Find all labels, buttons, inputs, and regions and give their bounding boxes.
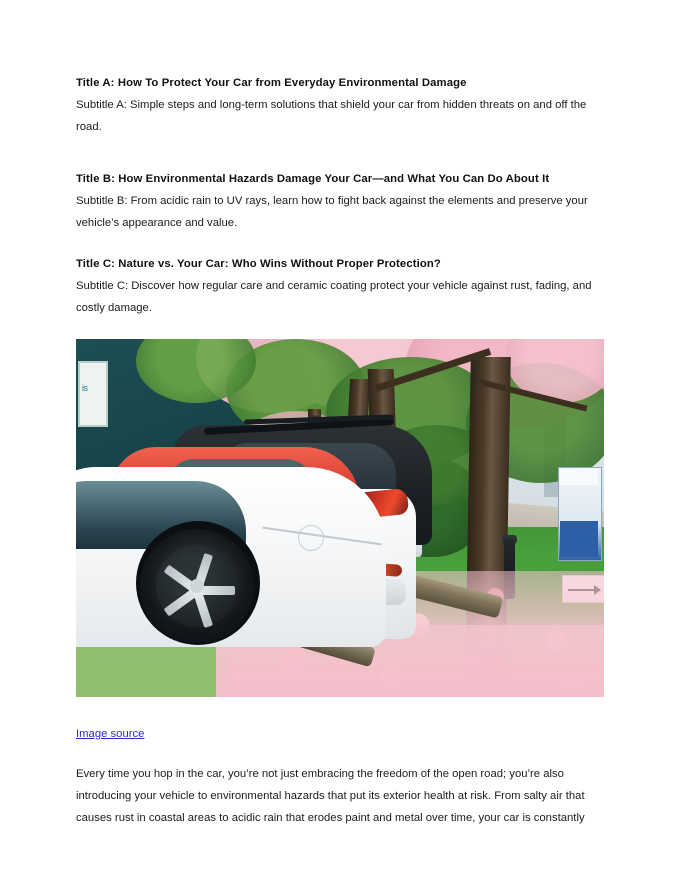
title-a: Title A: How To Protect Your Car from Everyday Environmental Damage <box>76 77 467 89</box>
title-block-c <box>76 253 604 319</box>
document-content <box>76 72 604 829</box>
photo-wheel-hub <box>190 579 204 593</box>
subtitle-c: Subtitle C: Discover how regular care and ceramic coating protect your vehicle against rust, fading, and costly damage. <box>76 280 592 314</box>
photo-info-board-header <box>560 469 598 485</box>
article-photo <box>76 339 604 697</box>
title-b: Title B: How Environmental Hazards Damage Your Car—and What You Can Do About It <box>76 173 550 185</box>
subtitle-a: Subtitle A: Simple steps and long-term solutions that shield your car from hidden threats on and off the road. <box>76 99 587 133</box>
subtitle-b: Subtitle B: From acidic rain to UV rays, learn how to fight back against the elements and preserve your vehicle’s appearance and value. <box>76 195 588 229</box>
photo-canvas <box>76 339 604 697</box>
image-source-link[interactable]: Image source <box>76 728 145 740</box>
title-block-a <box>76 72 604 138</box>
body-paragraph: Every time you hop in the car, you’re not just embracing the freedom of the open road; you’re also introducing your vehicle to environmental hazards that put its exterior health at risk. From salty air that causes rust in coastal areas to acidic rain that erodes paint and metal over time, your car is constantly <box>76 768 585 824</box>
image-source-row <box>76 723 604 745</box>
title-block-b <box>76 168 604 234</box>
photo-white-car-fuel-cap <box>298 525 324 551</box>
title-c: Title C: Nature vs. Your Car: Who Wins Without Proper Protection? <box>76 258 441 270</box>
photo-wall-sign-text: is <box>82 383 88 393</box>
photo-info-board-panel <box>560 521 598 557</box>
